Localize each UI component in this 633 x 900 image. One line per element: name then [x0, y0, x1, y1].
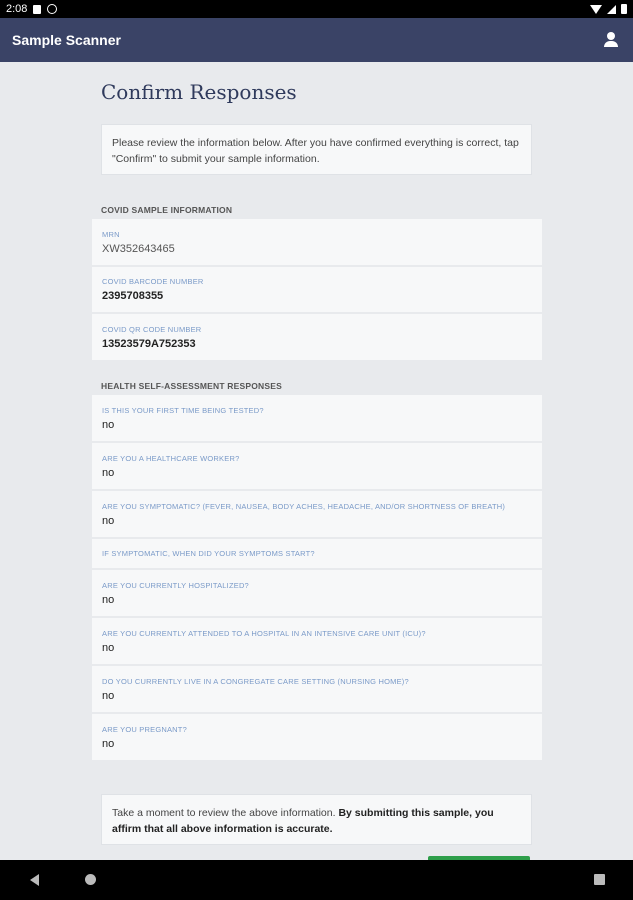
signal-icon [607, 5, 616, 14]
account-icon[interactable] [601, 30, 621, 50]
field-value: no [102, 466, 115, 479]
navigation-bar [0, 860, 633, 900]
field-label: ARE YOU CURRENTLY HOSPITALIZED? [102, 580, 249, 590]
data-saver-icon [47, 4, 57, 14]
status-bar [0, 0, 633, 18]
final-notice [101, 794, 532, 845]
intro-notice: Please review the information below. After you have confirmed everything is correct, tap "Confirm" to submit your sample information. [101, 124, 532, 175]
covid-info-card [92, 219, 542, 360]
field-value: no [102, 737, 115, 750]
app-title: Sample Scanner [12, 32, 121, 48]
scroll-content[interactable] [0, 62, 633, 860]
field-label: COVID BARCODE NUMBER [102, 277, 204, 286]
field-label: ARE YOU A HEALTHCARE WORKER? [102, 453, 240, 463]
status-time: 2:08 [6, 3, 28, 15]
field-value: no [102, 689, 115, 702]
final-notice-text: Take a moment to review the above information. [112, 807, 339, 819]
field-hospitalized [92, 570, 542, 618]
field-healthcare-worker [92, 443, 542, 491]
field-icu [92, 618, 542, 666]
field-covid-barcode [92, 267, 542, 314]
field-pregnant [92, 714, 542, 760]
page-title: Confirm Responses [101, 80, 297, 104]
field-mrn [92, 219, 542, 267]
app-bar [0, 18, 633, 62]
field-label: IF SYMPTOMATIC, WHEN DID YOUR SYMPTOMS START? [102, 549, 315, 558]
field-symptoms-start [92, 539, 542, 570]
field-value: no [102, 514, 115, 527]
field-value: no [102, 593, 115, 606]
field-first-time-tested [92, 395, 542, 443]
sd-card-icon [33, 5, 41, 14]
field-covid-qr [92, 314, 542, 360]
field-label: ARE YOU CURRENTLY ATTENDED TO A HOSPITAL IN AN INTENSIVE CARE UNIT (ICU)? [102, 628, 426, 638]
battery-icon [621, 4, 627, 14]
field-label: DO YOU CURRENTLY LIVE IN A CONGREGATE CARE SETTING (NURSING HOME)? [102, 676, 409, 686]
field-value: no [102, 418, 115, 431]
health-section-header: HEALTH SELF-ASSESSMENT RESPONSES [101, 381, 282, 391]
field-label: IS THIS YOUR FIRST TIME BEING TESTED? [102, 405, 264, 415]
field-value: 2395708355 [102, 290, 164, 302]
final-notice-bold: By submitting this sample, you affirm that all above information is accurate. [112, 807, 494, 835]
field-label: ARE YOU PREGNANT? [102, 724, 187, 734]
covid-section-header: COVID SAMPLE INFORMATION [101, 205, 233, 215]
recent-apps-icon[interactable] [594, 874, 605, 885]
field-symptomatic [92, 491, 542, 539]
field-label: ARE YOU SYMPTOMATIC? (FEVER, NAUSEA, BODY ACHES, HEADACHE, AND/OR SHORTNESS OF BREATH) [102, 501, 506, 511]
health-responses-card [92, 395, 542, 760]
field-label: MRN [102, 229, 120, 239]
field-value: 13523579A752353 [102, 337, 196, 350]
field-value: no [102, 641, 115, 654]
field-congregate-care [92, 666, 542, 714]
field-label: COVID QR CODE NUMBER [102, 324, 202, 334]
field-value: XW352643465 [102, 242, 175, 255]
back-icon[interactable] [30, 874, 39, 886]
wifi-icon [590, 5, 602, 14]
home-icon[interactable] [85, 874, 96, 885]
